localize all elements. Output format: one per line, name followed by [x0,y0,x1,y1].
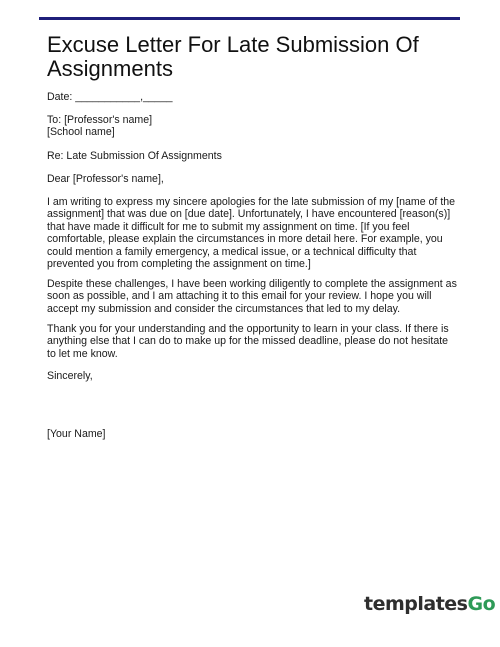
signature-placeholder: [Your Name] [47,428,106,440]
templatesgo-logo [364,593,495,615]
salutation: Dear [Professor's name], [47,173,164,185]
body-paragraph-1: I am writing to express my sincere apologies for the late submission of my [name of the assignment] that was due on [due date]. Unfortunately, I have encountered [reason(s)] that have made it difficult for me to submit my assignment on time. [If you feel comfortable, please explain the circumstances in more detail here. For example, you could mention a family emergency, a medical issue, or a technical difficulty that prevented you from completing the assignment on time.] [47,196,456,271]
logo-accent: Go [467,593,496,615]
body-paragraph-3: Thank you for your understanding and the opportunity to learn in your class. If there is anything else that I can do to make up for the missed deadline, please do not hesitate to let me know. [47,323,449,360]
body-paragraph-2: Despite these challenges, I have been working diligently to complete the assignment as soon as possible, and I am attaching it to this email for your review. I hope you will accept my submission and consider the circumstances that led to my delay. [47,278,457,315]
date-line: Date: ___________,_____ [47,91,173,103]
recipient-block [47,114,459,139]
header-rule [39,17,460,20]
recipient-professor: To: [Professor's name] [47,114,153,126]
recipient-school: [School name] [47,126,115,139]
subject-line: Re: Late Submission Of Assignments [47,150,222,162]
logo-wordmark: templates [364,593,468,615]
document-title: Excuse Letter For Late Submission Of Assignments [47,32,419,81]
closing: Sincerely, [47,370,93,382]
